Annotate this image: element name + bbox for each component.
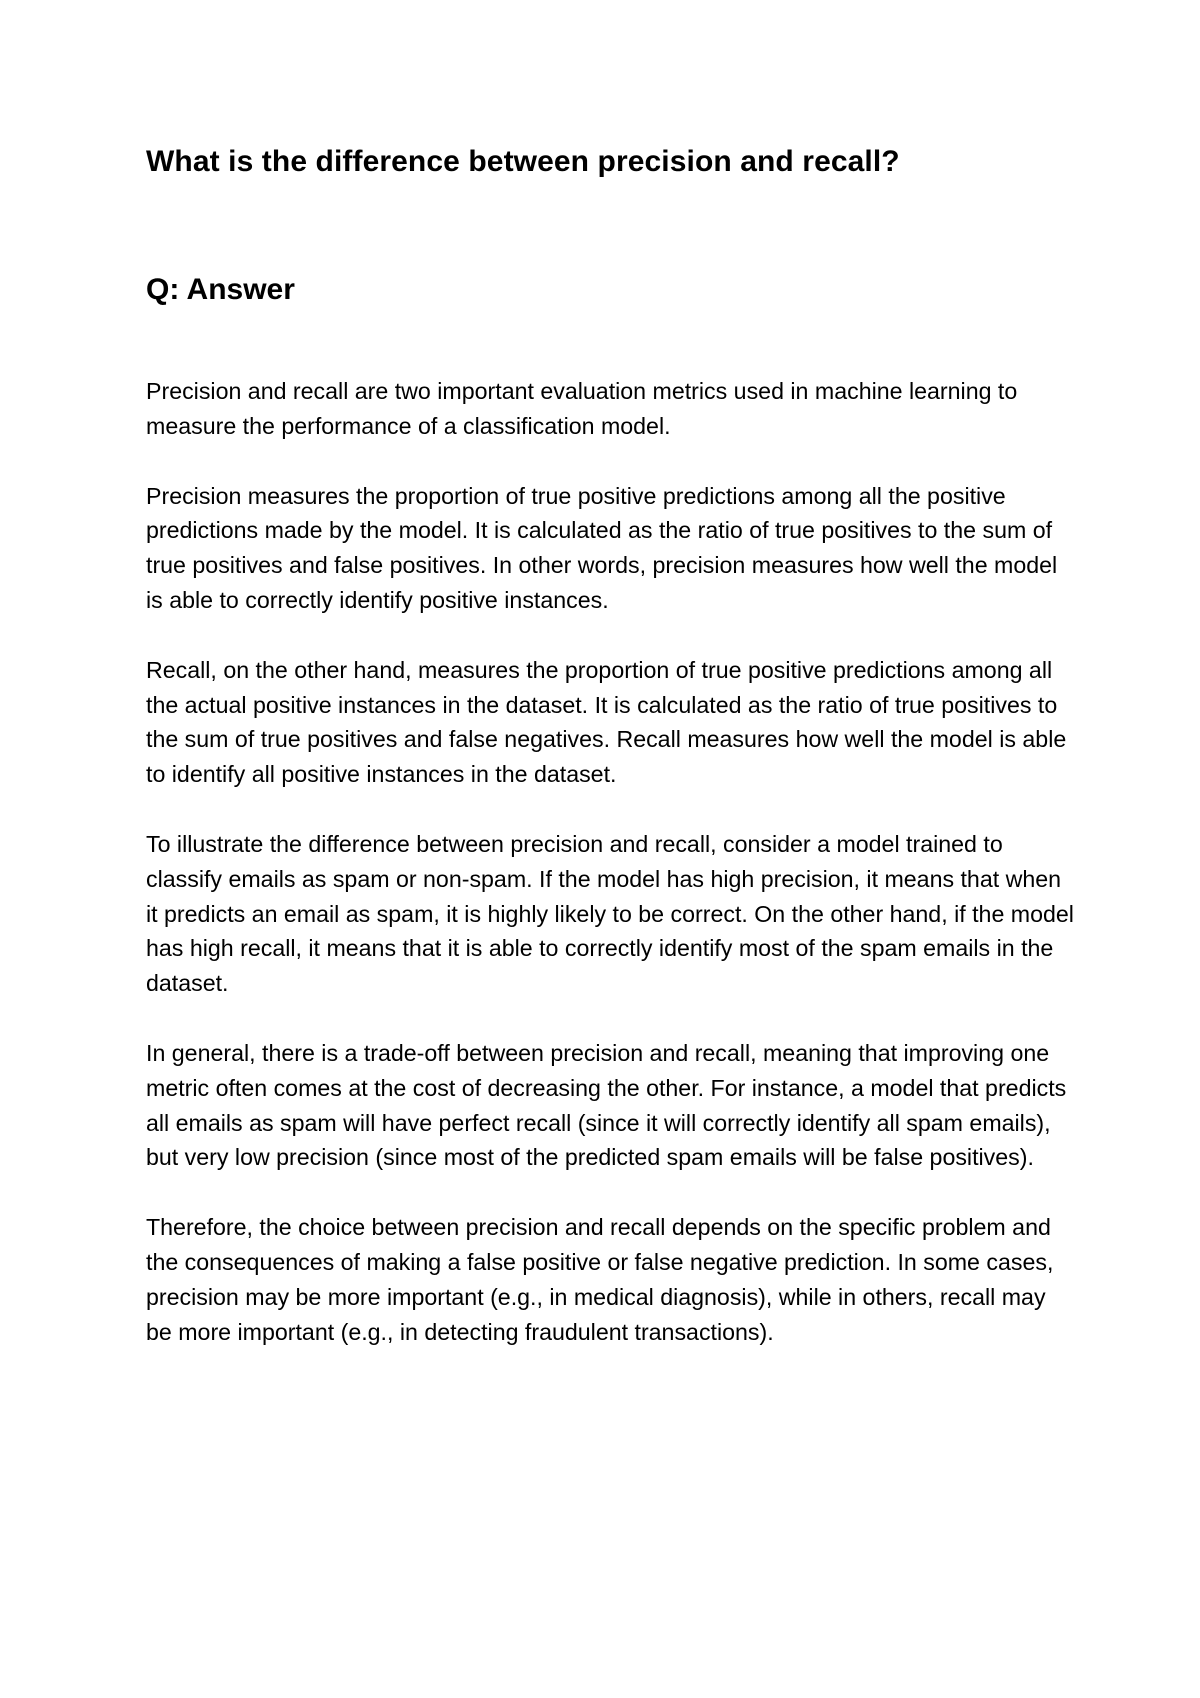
answer-heading: Q: Answer: [146, 273, 295, 306]
paragraph-conclusion: Therefore, the choice between precision and recall depends on the specific problem and the consequences of making a false positive or false negative prediction. In some cases, precision may be more important (e.g., in medical diagnosis), while in others, recall may be more important (e.g., in detecting fraudulent transactions).: [146, 1214, 1054, 1345]
document-content: [146, 143, 1076, 1384]
paragraph-recall: Recall, on the other hand, measures the proportion of true positive predictions among all the actual positive instances in the dataset. It is calculated as the ratio of true positives to the sum of true positives and false negatives. Recall measures how well the model is able to identify all positive instances in the dataset.: [146, 656, 1067, 788]
paragraph-example: To illustrate the difference between precision and recall, consider a model trained to classify emails as spam or non-spam. If the model has high precision, it means that when it predicts an email as spam, it is highly likely to be correct. On the other hand, if the model has high recall, it means that it is able to correctly identify most of the spam emails in the dataset.: [146, 830, 1074, 997]
paragraph-intro: Precision and recall are two important evaluation metrics used in machine learning to measure the performance of a classification model.: [146, 378, 1018, 439]
page-title: What is the difference between precision and recall?: [146, 145, 900, 178]
paragraph-precision: Precision measures the proportion of true positive predictions among all the positive predictions made by the model. It is calculated as the ratio of true positives to the sum of true positives and false positives. In other words, precision measures how well the model is able to correctly identify positive instances.: [146, 482, 1058, 613]
answer-body: [146, 374, 1076, 1349]
paragraph-tradeoff: In general, there is a trade-off between precision and recall, meaning that improving one metric often comes at the cost of decreasing the other. For instance, a model that predicts all emails as spam will have perfect recall (since it will correctly identify all spam emails), but very low precision (since most of the predicted spam emails will be false positives).: [146, 1039, 1067, 1171]
